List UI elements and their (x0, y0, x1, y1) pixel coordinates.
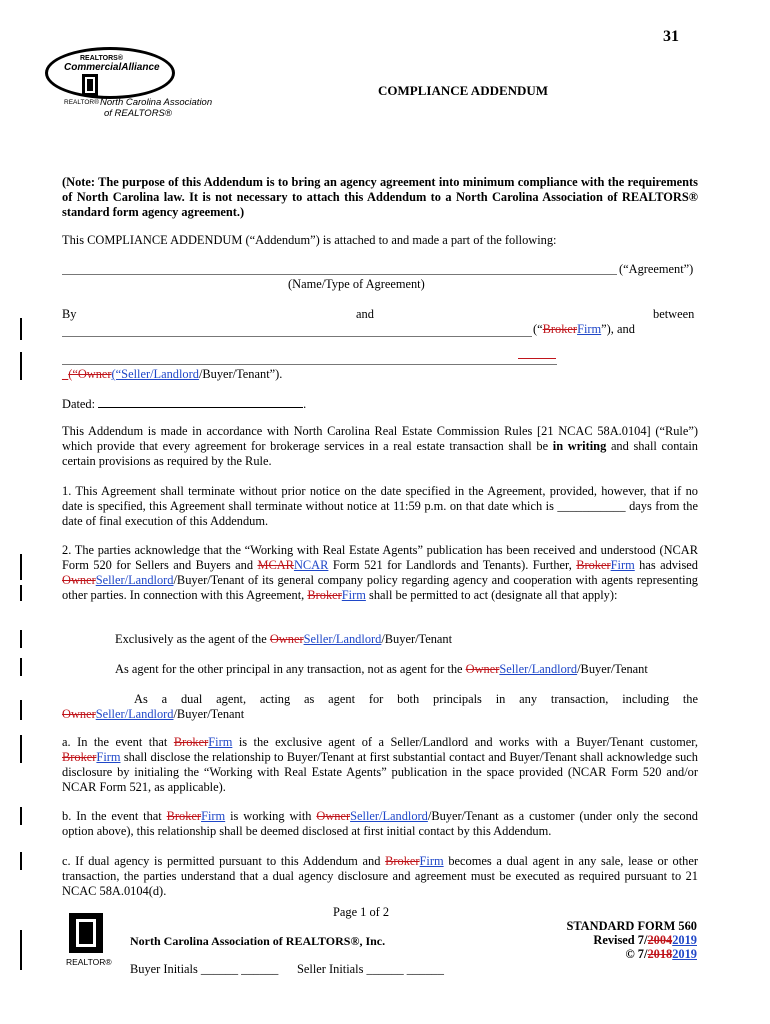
option-exclusive-agent[interactable]: Exclusively as the agent of the OwnerSeller/Landlord/Buyer/Tenant (115, 632, 453, 646)
dated-row: Dated: . (62, 397, 307, 411)
owner-designation: _(“Owner(“Seller/Landlord/Buyer/Tenant”). (62, 367, 283, 381)
logo-org-prefix: REALTOR® (64, 99, 99, 106)
realtor-mark-text: REALTOR® (66, 957, 112, 967)
footer-association: North Carolina Association of REALTORS®, Inc. (130, 934, 386, 948)
change-bar (20, 658, 22, 676)
days-field[interactable]: ___________ (557, 499, 626, 513)
paragraph-a: a. In the event that BrokerFirm is the exclusive agent of a Seller/Landlord and works with a Buyer/Tenant customer, BrokerFirm shall disclose the relationship to Buyer/Tenant at first substantial contact and Buyer/Tenant shall acknowledge such disclosure by initialing the “Working with Real Estate Agents” publication in the space provided (NCAR Form 520 and/or NCAR Form 521, as applicable). (62, 735, 698, 794)
attached-to-text: This COMPLIANCE ADDENDUM (“Addendum”) is attached to and made a part of the following: (62, 233, 557, 247)
logo-brand-text: CommercialAlliance (64, 62, 160, 73)
change-bar (20, 930, 22, 970)
owner-field-insert-mark (518, 357, 556, 359)
dated-field[interactable] (98, 396, 303, 408)
change-bar (20, 630, 22, 648)
change-bar (20, 700, 22, 720)
paragraph-2-acknowledgement: 2. The parties acknowledge that the “Working with Real Estate Agents” publication has been received and understood (NCAR Form 520 for Sellers and Buyers and MCARNCAR Form 521 for Landlords and Tenants). Further, BrokerFirm has advised OwnerSeller/Landlord/Buyer/Tenant of its general company policy regarding agency and cooperation with agents representing other parties. In connection with this Agreement, BrokerFirm shall be permitted to act (designate all that apply): (62, 543, 698, 602)
logo-org-name-2: of REALTORS® (104, 108, 172, 119)
paragraph-b: b. In the event that BrokerFirm is working with OwnerSeller/Landlord/Buyer/Tenant as a customer (under only the second option above), this relationship shall be deemed disclosed at first initial contact by this Addendum. (62, 809, 698, 838)
dated-label: Dated: (62, 397, 96, 411)
change-bar (20, 585, 22, 601)
between-label: between (653, 307, 695, 321)
page-number: 31 (663, 28, 679, 45)
change-bar (20, 352, 22, 380)
seller-initials[interactable]: Seller Initials ______ ______ (297, 962, 444, 976)
logo-small-text: REALTORS® (80, 55, 124, 62)
option-agent-for-other-principal[interactable]: As agent for the other principal in any transaction, not as agent for the OwnerSeller/Landlord/Buyer/Tenant (115, 662, 648, 676)
logo-org-name-1: North Carolina Association (100, 97, 213, 108)
broker-designation: (“BrokerFirm”), and (533, 322, 635, 336)
realtor-r-mark (69, 913, 103, 953)
change-bar (20, 735, 22, 763)
change-bar (20, 852, 22, 870)
paragraph-1-termination: 1. This Agreement shall terminate without prior notice on the date specified in the Agreement, provided, however, that if no date is specified, this Agreement shall terminate without notice at 11:59 p.m. on that date which is ___________ days from the date of final execution of this Addendum. (62, 484, 698, 528)
owner-name-field[interactable] (62, 363, 557, 365)
agreement-name-field[interactable] (62, 273, 617, 275)
change-bar (20, 807, 22, 825)
document-title: COMPLIANCE ADDENDUM (378, 83, 549, 98)
revised-date: Revised 7/20042019 (593, 933, 697, 947)
change-bar (20, 554, 22, 580)
option-dual-agent[interactable]: As a dual agent, acting as agent for both principals in any transaction, including the OwnerSeller/Landlord/Buyer/Tenant (62, 692, 698, 721)
and-label: and (356, 307, 374, 321)
rule-paragraph: This Addendum is made in accordance with North Carolina Real Estate Commission Rules [21 NCAC 58A.0104] (“Rule”) which provide that every agreement for brokerage services in a real estate transaction shall be in writing and shall contain certain provisions as required by the Rule. (62, 424, 698, 468)
agreement-caption: (Name/Type of Agreement) (288, 277, 425, 291)
note-paragraph: (Note: The purpose of this Addendum is to bring an agency agreement into minimum compliance with the requirements of North Carolina law. It is not necessary to attach this Addendum to a North Carolina Association of REALTORS® standard form agency agreement.) (62, 175, 698, 219)
agreement-suffix: (“Agreement”) (619, 262, 694, 276)
logo-r-mark (82, 74, 98, 96)
change-bar (20, 318, 22, 340)
buyer-initials[interactable]: Buyer Initials ______ ______ (130, 962, 279, 976)
by-label: By (62, 307, 77, 321)
form-title: STANDARD FORM 560 (566, 919, 697, 933)
copyright-date: © 7/20182019 (625, 947, 697, 961)
broker-name-field[interactable] (62, 335, 532, 337)
paragraph-c: c. If dual agency is permitted pursuant to this Addendum and BrokerFirm becomes a dual agent in any sale, lease or other transaction, the parties understand that a dual agency disclosure and agreement must be executed as required pursuant to 21 NCAC 58A.0104(d). (62, 854, 698, 898)
page-of-indicator: Page 1 of 2 (333, 905, 390, 919)
